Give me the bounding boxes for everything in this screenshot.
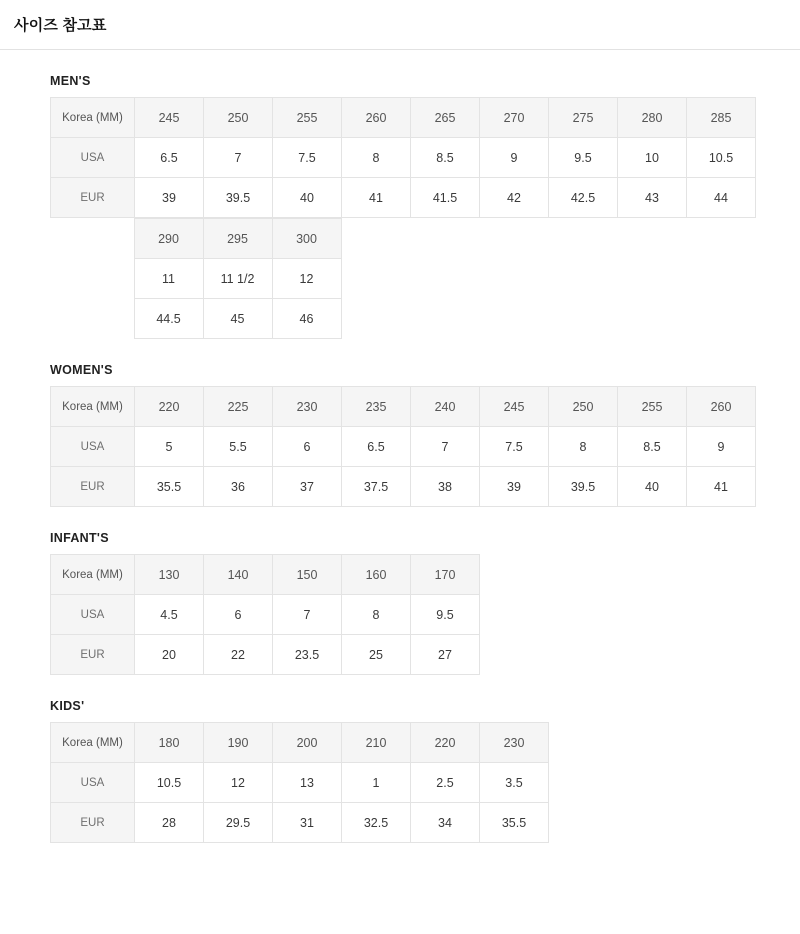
row-label-korea: Korea (MM) — [51, 387, 135, 427]
cell-eur-4: 38 — [411, 467, 480, 507]
cell-eur-3: 25 — [342, 635, 411, 675]
cell-korea-9: 290 — [134, 219, 203, 259]
cell-eur-2: 23.5 — [273, 635, 342, 675]
page-title: 사이즈 참고표 — [14, 17, 107, 34]
cell-usa-4: 2.5 — [411, 763, 480, 803]
row-label-usa: USA — [51, 138, 135, 178]
table-row — [51, 178, 756, 218]
cell-korea-3: 210 — [342, 723, 411, 763]
cell-korea-0: 130 — [135, 555, 204, 595]
table-wrap-kids — [50, 722, 800, 843]
table-row — [51, 467, 756, 507]
row-label-korea: Korea (MM) — [51, 555, 135, 595]
cell-usa-5: 9 — [480, 138, 549, 178]
cell-eur-2: 40 — [273, 178, 342, 218]
cell-eur-2: 37 — [273, 467, 342, 507]
size-table-kids — [50, 722, 549, 843]
cell-eur-6: 39.5 — [549, 467, 618, 507]
cell-usa-7: 10 — [618, 138, 687, 178]
cell-usa-3: 8 — [342, 595, 411, 635]
row-label-eur: EUR — [51, 467, 135, 507]
cell-korea-4: 170 — [411, 555, 480, 595]
cell-usa-2: 13 — [273, 763, 342, 803]
cell-eur-3: 37.5 — [342, 467, 411, 507]
table-row — [50, 299, 341, 339]
cell-eur-5: 42 — [480, 178, 549, 218]
cell-usa-10: 11 1/2 — [203, 259, 272, 299]
table-row — [51, 803, 549, 843]
cell-usa-2: 6 — [273, 427, 342, 467]
cell-usa-2: 7.5 — [273, 138, 342, 178]
cell-eur-4: 27 — [411, 635, 480, 675]
section-mens — [50, 74, 800, 339]
cell-eur-9: 44.5 — [134, 299, 203, 339]
cell-eur-0: 35.5 — [135, 467, 204, 507]
size-table-mens-continued — [50, 218, 342, 339]
cell-korea-1: 225 — [204, 387, 273, 427]
cell-usa-1: 5.5 — [204, 427, 273, 467]
cell-eur-10: 45 — [203, 299, 272, 339]
cell-usa-0: 6.5 — [135, 138, 204, 178]
section-heading-infants: INFANT'S — [50, 531, 109, 545]
cell-korea-5: 245 — [480, 387, 549, 427]
section-kids — [50, 699, 800, 843]
row-label-usa: USA — [51, 595, 135, 635]
cell-korea-1: 250 — [204, 98, 273, 138]
cell-eur-6: 42.5 — [549, 178, 618, 218]
cell-usa-1: 6 — [204, 595, 273, 635]
cell-usa-1: 12 — [204, 763, 273, 803]
cell-korea-5: 270 — [480, 98, 549, 138]
table-row — [51, 763, 549, 803]
cell-korea-7: 255 — [618, 387, 687, 427]
cell-usa-9: 11 — [134, 259, 203, 299]
cell-korea-2: 150 — [273, 555, 342, 595]
cell-usa-5: 3.5 — [480, 763, 549, 803]
cell-usa-0: 5 — [135, 427, 204, 467]
cell-korea-4: 240 — [411, 387, 480, 427]
cell-korea-4: 265 — [411, 98, 480, 138]
row-label-eur: EUR — [51, 178, 135, 218]
cell-usa-0: 10.5 — [135, 763, 204, 803]
cell-eur-1: 36 — [204, 467, 273, 507]
cell-eur-5: 35.5 — [480, 803, 549, 843]
cell-eur-3: 32.5 — [342, 803, 411, 843]
cell-korea-8: 260 — [687, 387, 756, 427]
cell-usa-3: 1 — [342, 763, 411, 803]
spacer-cell — [50, 219, 134, 259]
section-heading-womens: WOMEN'S — [50, 363, 113, 377]
spacer-cell — [50, 259, 134, 299]
cell-usa-1: 7 — [204, 138, 273, 178]
cell-eur-0: 28 — [135, 803, 204, 843]
cell-eur-2: 31 — [273, 803, 342, 843]
table-row — [50, 259, 341, 299]
cell-usa-7: 8.5 — [618, 427, 687, 467]
cell-eur-8: 41 — [687, 467, 756, 507]
row-label-eur: EUR — [51, 635, 135, 675]
size-table-mens-main — [50, 97, 756, 218]
section-heading-kids: KIDS' — [50, 699, 85, 713]
cell-eur-1: 29.5 — [204, 803, 273, 843]
table-row — [51, 555, 480, 595]
cell-eur-7: 43 — [618, 178, 687, 218]
cell-eur-0: 20 — [135, 635, 204, 675]
cell-korea-11: 300 — [272, 219, 341, 259]
cell-eur-7: 40 — [618, 467, 687, 507]
cell-usa-8: 10.5 — [687, 138, 756, 178]
cell-korea-0: 220 — [135, 387, 204, 427]
cell-korea-1: 140 — [204, 555, 273, 595]
table-row — [51, 723, 549, 763]
cell-eur-8: 44 — [687, 178, 756, 218]
cell-korea-0: 180 — [135, 723, 204, 763]
table-wrap-womens — [50, 386, 800, 507]
table-row — [51, 138, 756, 178]
size-table-womens — [50, 386, 756, 507]
section-infants — [50, 531, 800, 675]
cell-korea-1: 190 — [204, 723, 273, 763]
cell-korea-4: 220 — [411, 723, 480, 763]
row-label-korea: Korea (MM) — [51, 723, 135, 763]
cell-usa-6: 8 — [549, 427, 618, 467]
cell-korea-8: 285 — [687, 98, 756, 138]
cell-korea-7: 280 — [618, 98, 687, 138]
table-wrap-mens-cont — [50, 218, 800, 339]
cell-korea-2: 255 — [273, 98, 342, 138]
spacer-cell — [50, 299, 134, 339]
row-label-eur: EUR — [51, 803, 135, 843]
cell-usa-3: 6.5 — [342, 427, 411, 467]
row-label-usa: USA — [51, 763, 135, 803]
cell-eur-11: 46 — [272, 299, 341, 339]
cell-eur-1: 22 — [204, 635, 273, 675]
cell-usa-0: 4.5 — [135, 595, 204, 635]
cell-korea-10: 295 — [203, 219, 272, 259]
cell-korea-0: 245 — [135, 98, 204, 138]
cell-korea-3: 260 — [342, 98, 411, 138]
cell-usa-11: 12 — [272, 259, 341, 299]
cell-usa-3: 8 — [342, 138, 411, 178]
cell-eur-3: 41 — [342, 178, 411, 218]
cell-korea-3: 160 — [342, 555, 411, 595]
cell-eur-1: 39.5 — [204, 178, 273, 218]
cell-usa-8: 9 — [687, 427, 756, 467]
cell-usa-4: 8.5 — [411, 138, 480, 178]
cell-korea-3: 235 — [342, 387, 411, 427]
cell-eur-4: 41.5 — [411, 178, 480, 218]
size-sections-container — [0, 74, 800, 843]
cell-korea-6: 250 — [549, 387, 618, 427]
table-row — [51, 387, 756, 427]
table-row — [51, 595, 480, 635]
table-wrap-infants — [50, 554, 800, 675]
title-divider — [0, 49, 800, 50]
cell-korea-5: 230 — [480, 723, 549, 763]
cell-eur-5: 39 — [480, 467, 549, 507]
table-row — [51, 635, 480, 675]
section-womens — [50, 363, 800, 507]
cell-korea-2: 230 — [273, 387, 342, 427]
cell-eur-0: 39 — [135, 178, 204, 218]
table-row — [51, 427, 756, 467]
cell-korea-6: 275 — [549, 98, 618, 138]
cell-eur-4: 34 — [411, 803, 480, 843]
table-row — [50, 219, 341, 259]
table-wrap-mens-main — [50, 97, 800, 218]
table-row — [51, 98, 756, 138]
cell-usa-4: 9.5 — [411, 595, 480, 635]
row-label-usa: USA — [51, 427, 135, 467]
cell-usa-2: 7 — [273, 595, 342, 635]
section-heading-mens: MEN'S — [50, 74, 91, 88]
row-label-korea: Korea (MM) — [51, 98, 135, 138]
cell-korea-2: 200 — [273, 723, 342, 763]
cell-usa-5: 7.5 — [480, 427, 549, 467]
size-table-infants — [50, 554, 480, 675]
cell-usa-4: 7 — [411, 427, 480, 467]
cell-usa-6: 9.5 — [549, 138, 618, 178]
